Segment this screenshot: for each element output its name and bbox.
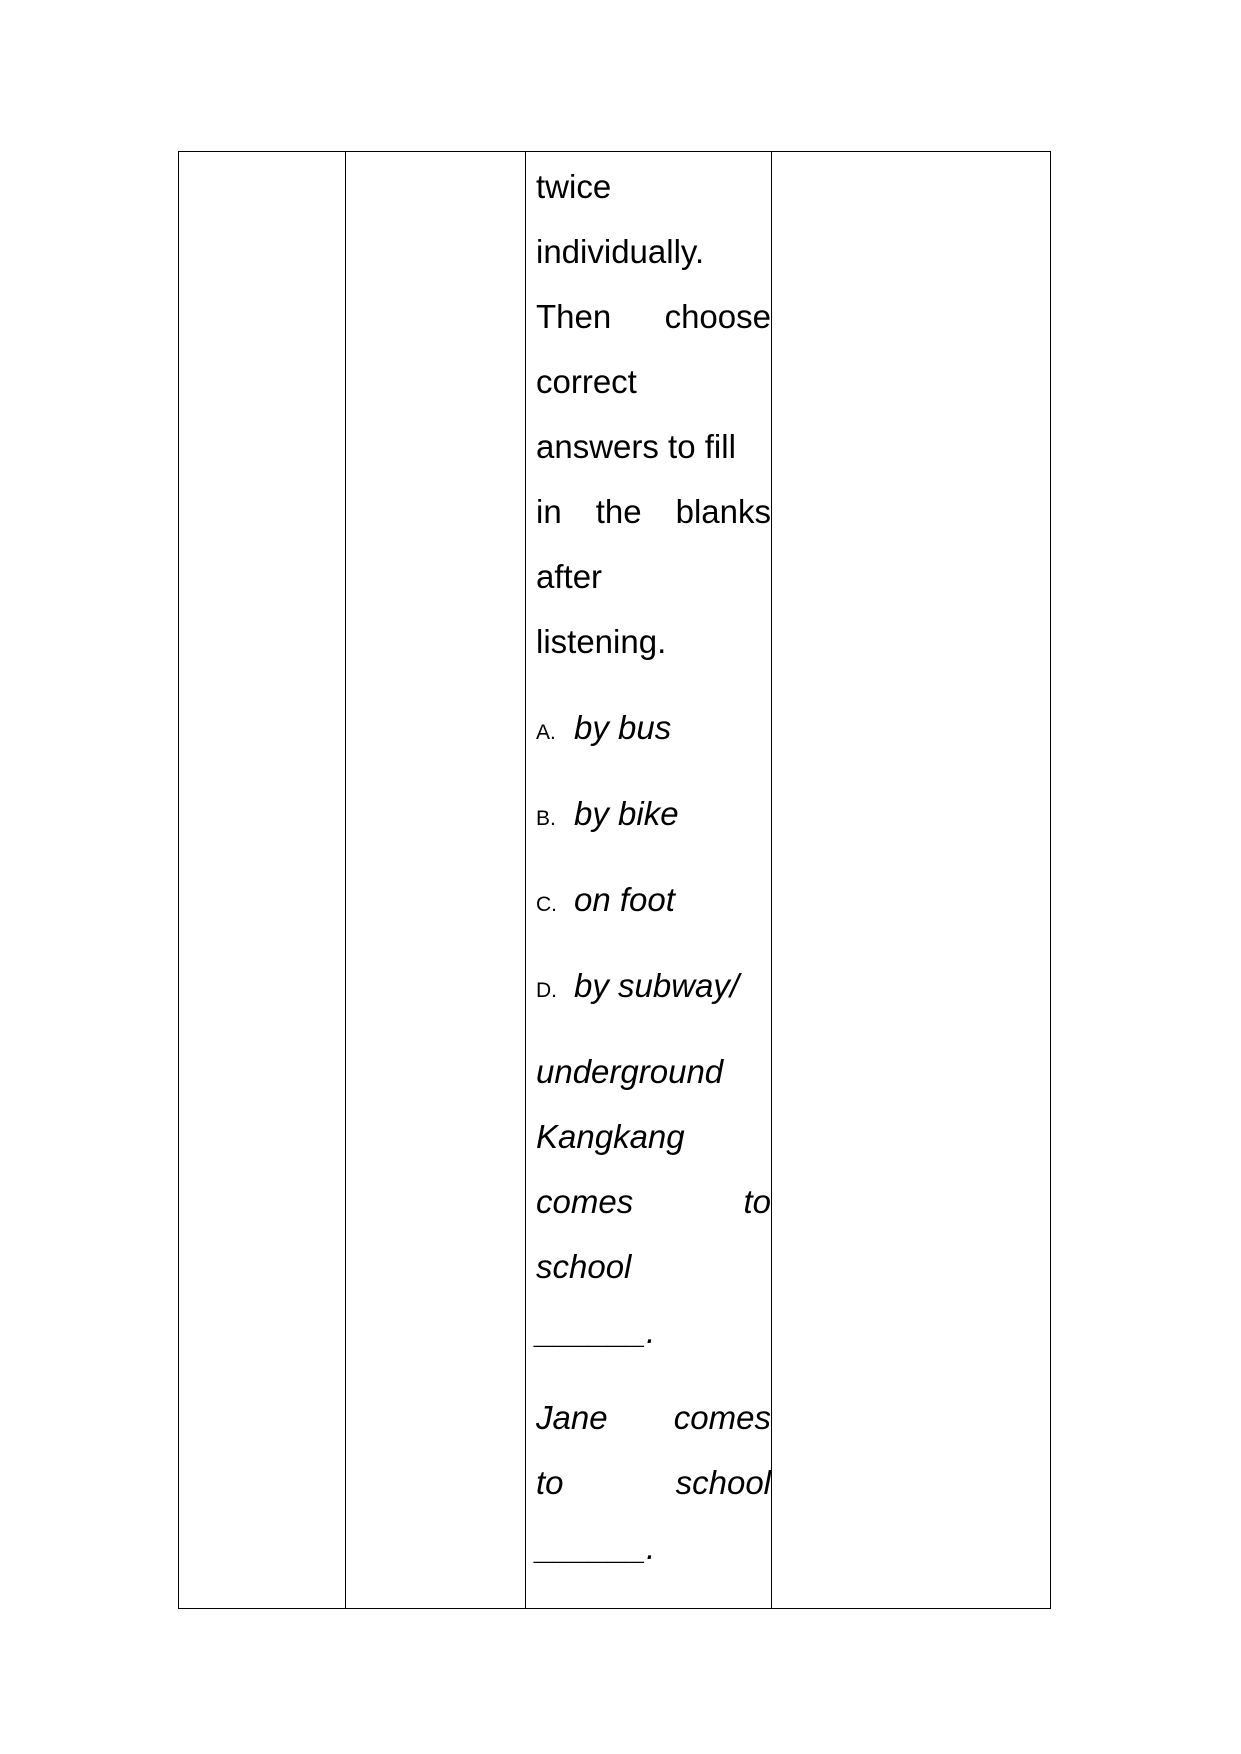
option-c: C. on foot	[536, 881, 675, 918]
option-d: D. by subway/	[536, 967, 740, 1004]
instruction-line: twice	[536, 168, 612, 205]
instruction-line: individually.	[536, 233, 705, 270]
column-divider-1	[345, 152, 346, 1608]
instruction-line: correct	[536, 363, 637, 400]
instruction-line	[536, 297, 771, 337]
question-1-line: school	[536, 1248, 632, 1285]
instruction-word: choose	[664, 298, 771, 335]
column-divider-3	[771, 152, 772, 1608]
question-1-blank: ______.	[536, 1313, 656, 1350]
instruction-line: listening.	[536, 623, 667, 660]
question-2-line: Jane comes	[536, 1399, 771, 1436]
activity-cell	[526, 152, 771, 1608]
instruction-word: Then	[536, 298, 612, 335]
instruction-line: answers to fill	[536, 428, 736, 465]
instruction-line: after	[536, 558, 603, 595]
question-2-line: to school	[536, 1464, 771, 1501]
option-d-continuation: underground	[536, 1053, 724, 1090]
question-2-blank: ______.	[536, 1529, 656, 1566]
question-1-line: Kangkang	[536, 1118, 685, 1155]
option-b: B. by bike	[536, 795, 679, 832]
lesson-table	[178, 151, 1051, 1609]
option-a: A. by bus	[536, 709, 672, 746]
instruction-line: in the blanks	[536, 493, 771, 530]
question-1-line: comes to	[536, 1183, 771, 1220]
